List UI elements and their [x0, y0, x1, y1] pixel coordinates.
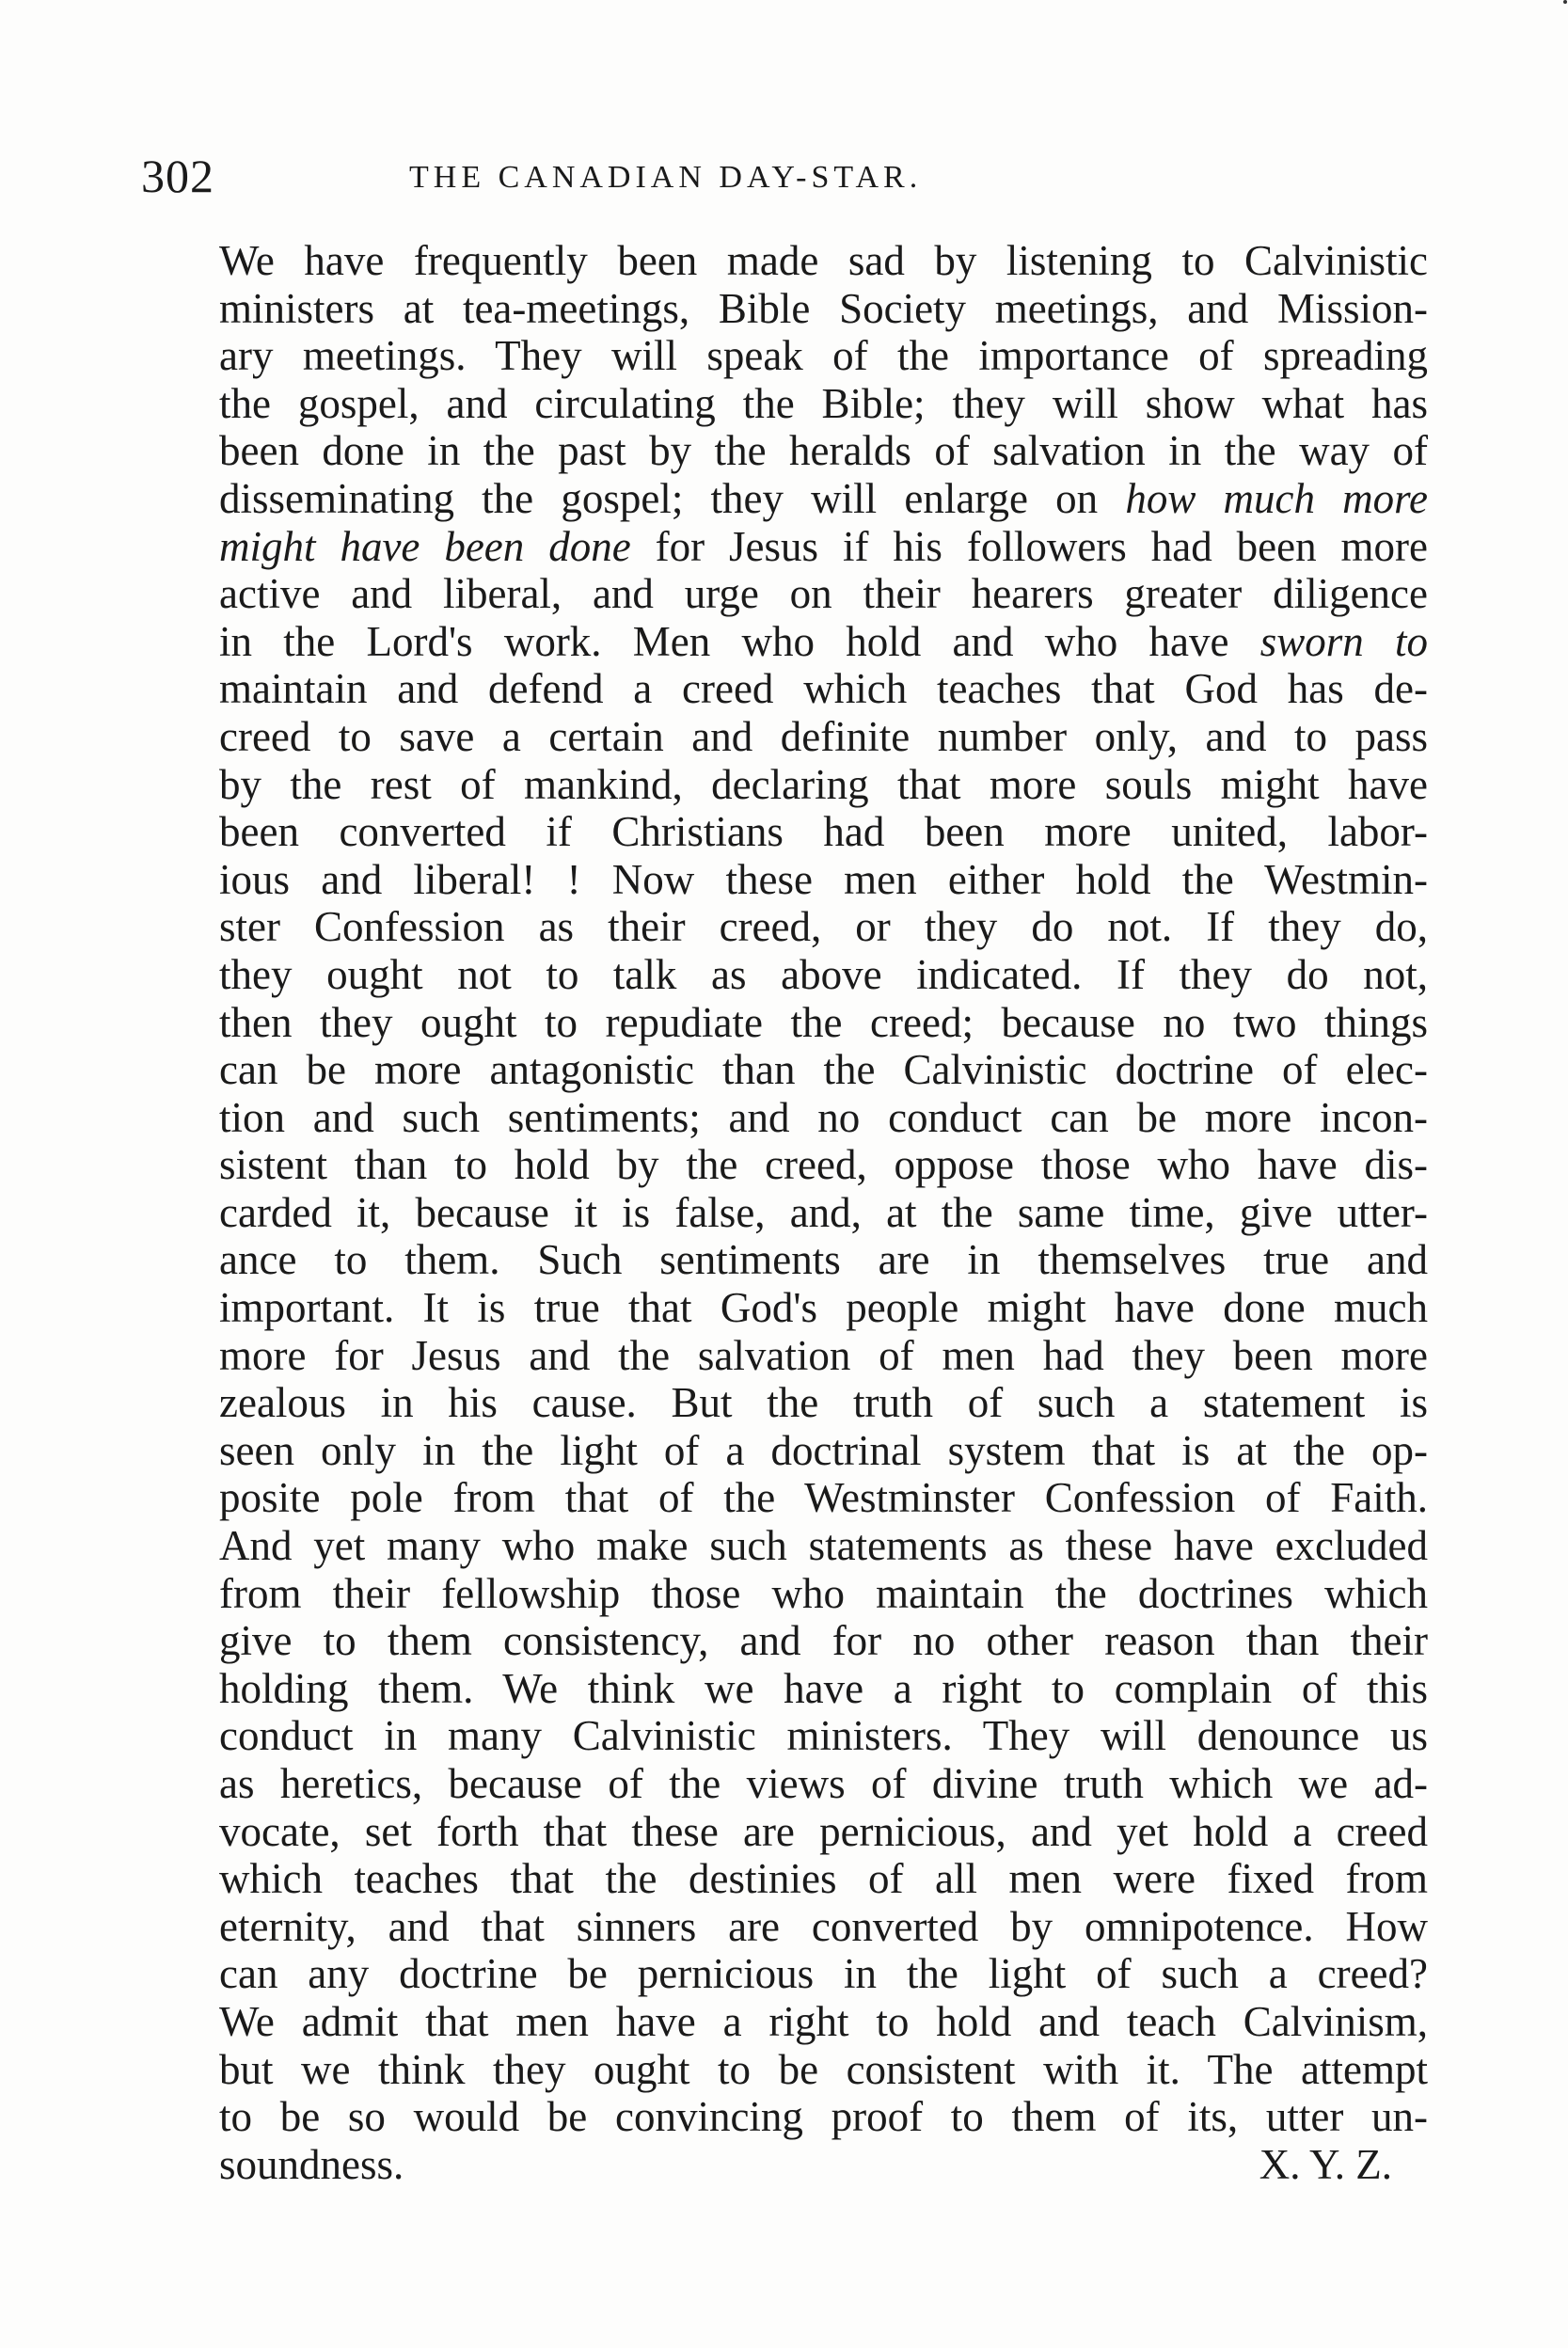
text-line-18: can be more antagonistic than the Calvinistic doctrine of elec-: [219, 1046, 1428, 1094]
text-line-32: conduct in many Calvinistic ministers. They will denounce us: [219, 1712, 1428, 1760]
text-line-40: to be so would be convincing proof to them of its, utter un-: [219, 2093, 1428, 2141]
text-line-6: [219, 475, 1428, 523]
text-line-27: posite pole from that of the Westminster Confession of Faith.: [219, 1474, 1428, 1522]
text-line-15: ster Confession as their creed, or they do not. If they do,: [219, 903, 1428, 951]
margin-speck: [1563, 0, 1567, 4]
text-line-34: vocate, set forth that these are pernicious, and yet hold a creed: [219, 1807, 1428, 1855]
text-line-23: important. It is true that God's people might have done much: [219, 1284, 1428, 1332]
text-line-29: from their fellowship those who maintain the doctrines which: [219, 1569, 1428, 1617]
text-line-3: ary meetings. They will speak of the importance of spreading: [219, 332, 1428, 380]
text-line-35: which teaches that the destinies of all men were fixed from: [219, 1855, 1428, 1903]
text-line-19: tion and such sentiments; and no conduct can be more incon-: [219, 1093, 1428, 1141]
text-line-9-start: in the Lord's work. Men who hold and who have: [219, 617, 1260, 665]
text-line-30: give to them consistency, and for no other reason than their: [219, 1617, 1428, 1665]
text-line-14: ious and liberal! ! Now these men either hold the Westmin-: [219, 855, 1428, 903]
text-line-9: [219, 618, 1428, 666]
text-line-5: been done in the past by the heralds of salvation in the way of: [219, 427, 1428, 475]
text-line-28: And yet many who make such statements as these have excluded: [219, 1522, 1428, 1570]
text-line-31: holding them. We think we have a right to complain of this: [219, 1664, 1428, 1712]
closing-line: [219, 2141, 1428, 2189]
text-line-13: been converted if Christians had been more united, labor-: [219, 808, 1428, 856]
text-line-8: active and liberal, and urge on their hearers greater diligence: [219, 570, 1428, 618]
text-line-11: creed to save a certain and definite number only, and to pass: [219, 712, 1428, 760]
italic-phrase-1: how much more: [1125, 474, 1428, 522]
text-line-24: more for Jesus and the salvation of men had they been more: [219, 1331, 1428, 1379]
text-line-39: but we think they ought to be consistent with it. The attempt: [219, 2045, 1428, 2093]
text-line-20: sistent than to hold by the creed, oppose those who have dis-: [219, 1141, 1428, 1189]
text-line-12: by the rest of mankind, declaring that more souls might have: [219, 760, 1428, 808]
italic-phrase-2: might have been done: [219, 522, 631, 570]
text-line-38: We admit that men have a right to hold and teach Calvinism,: [219, 1997, 1428, 2045]
page-header: [141, 149, 1458, 214]
text-line-6-start: disseminating the gospel; they will enlarge on: [219, 474, 1126, 522]
text-line-17: then they ought to repudiate the creed; because no two things: [219, 998, 1428, 1046]
running-head: THE CANADIAN DAY-STAR.: [409, 160, 923, 195]
text-line-26: seen only in the light of a doctrinal system that is at the op-: [219, 1426, 1428, 1474]
text-line-4: the gospel, and circulating the Bible; they will show what has: [219, 379, 1428, 427]
text-line-10: maintain and defend a creed which teaches that God has de-: [219, 665, 1428, 713]
text-line-37: can any doctrine be pernicious in the light of such a creed?: [219, 1950, 1428, 1998]
text-line-33: as heretics, because of the views of divine truth which we ad-: [219, 1760, 1428, 1807]
text-line-36: eternity, and that sinners are converted by omnipotence. How: [219, 1902, 1428, 1950]
article-body: [219, 237, 1428, 2188]
text-line-22: ance to them. Such sentiments are in themselves true and: [219, 1236, 1428, 1284]
text-line-7: [219, 523, 1428, 571]
author-signature: X. Y. Z.: [1259, 2140, 1392, 2188]
text-line-25: zealous in his cause. But the truth of such a statement is: [219, 1379, 1428, 1427]
text-line-1: We have frequently been made sad by listening to Calvinistic: [219, 237, 1428, 284]
text-line-2: ministers at tea-meetings, Bible Society meetings, and Mission-: [219, 284, 1428, 332]
text-line-7-tail: for Jesus if his followers had been more: [630, 522, 1428, 570]
page-number: 302: [141, 150, 214, 202]
text-line-16: they ought not to talk as above indicated. If they do not,: [219, 950, 1428, 998]
italic-phrase-3: sworn to: [1259, 617, 1428, 665]
text-line-21: carded it, because it is false, and, at the same time, give utter-: [219, 1188, 1428, 1236]
text-line-41: soundness.: [219, 2140, 404, 2188]
